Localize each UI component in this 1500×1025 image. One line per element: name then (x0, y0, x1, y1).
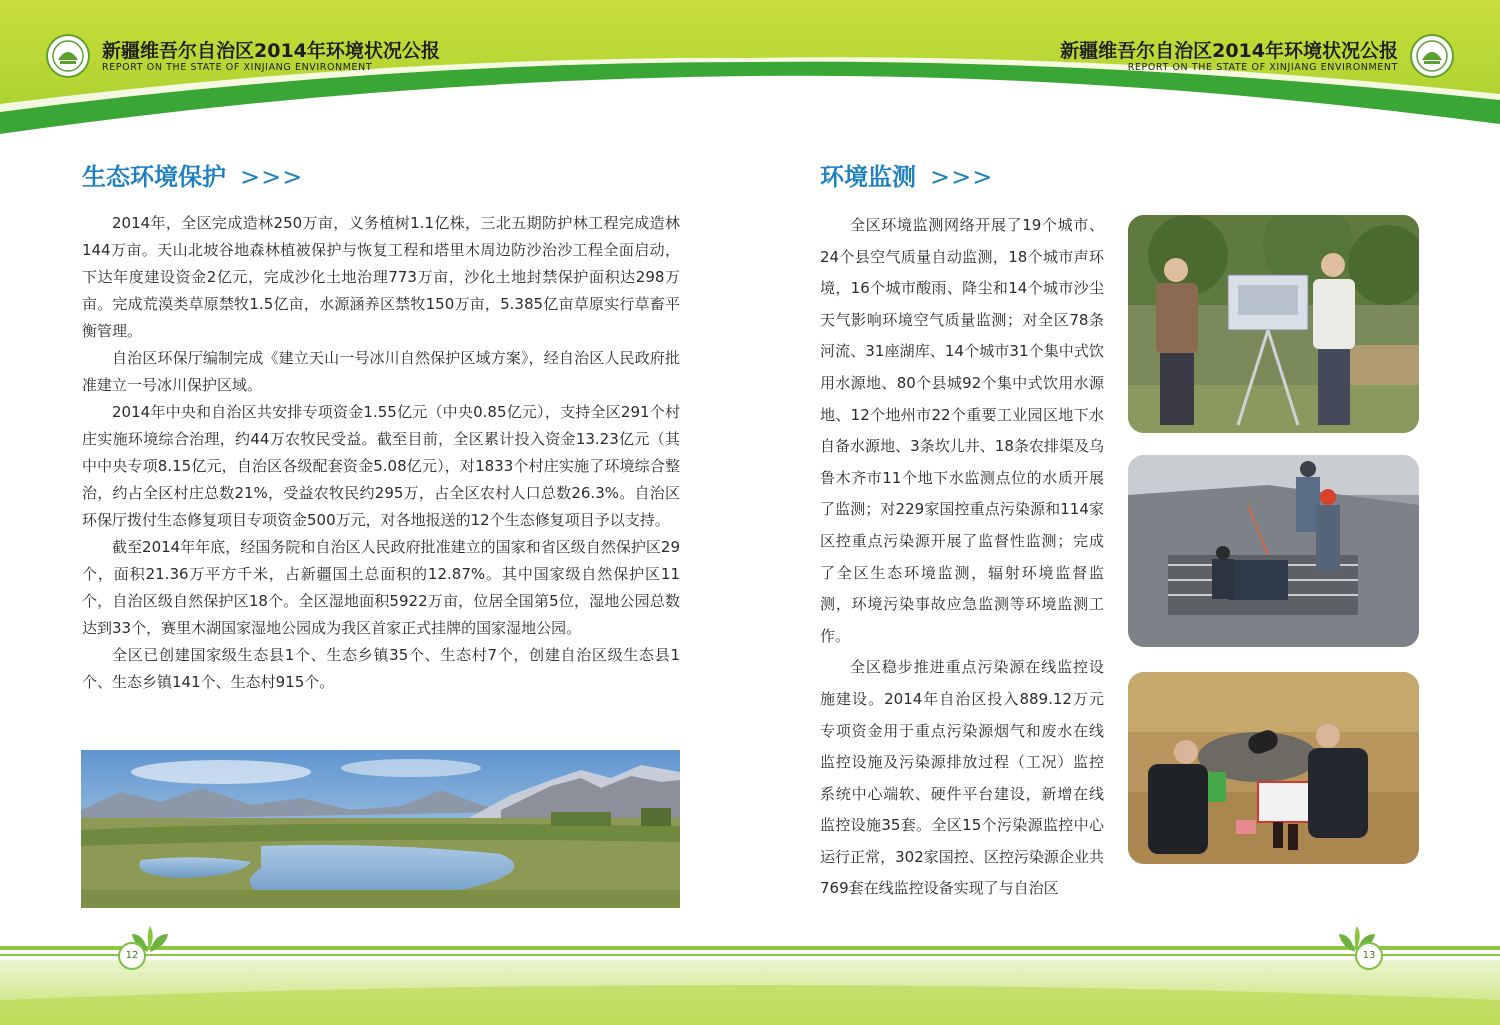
section-title-ecology (82, 157, 303, 192)
right-body-text (820, 210, 1104, 905)
paragraph: 全区环境监测网络开展了19个城市、24个县空气质量自动监测，18个城市声环境，16个城市酸雨、降尘和14个城市沙尘天气影响环境空气质量监测；对全区78条河流、31座湖库、14个城市31个集中式饮用水源地、80个县城92个集中式饮用水源地、12个地州市22个重要工业园区地下水自备水源地、3条坎儿井、18条农排渠及乌鲁木齐市11个地下水监测点位的水质开展了监测；对229家国控重点污染源和114家区控重点污染源开展了监督性监测；完成了全区生态环境监测，辐射环境监督监测，环境污染事故应急监测等环境监测工作。 (820, 216, 1104, 645)
paragraph: 全区稳步推进重点污染源在线监控设施建设。2014年自治区投入889.12万元专项资金用于重点污染源烟气和废水在线监控设施及污染源排放过程（工况）监控系统中心端软、硬件平台建设，新增在线监控设施35套。全区15个污染源监控中心运行正常，302家国控、区控污染源企业共769套在线监控设备实现了与自治区 (820, 658, 1104, 898)
arrows-icon: >>> (930, 163, 994, 191)
page-number: 13 (1355, 942, 1383, 970)
paragraph: 2014年中央和自治区共安排专项资金1.55亿元（中央0.85亿元），支持全区291个村庄实施环境综合治理，约44万农牧民受益。截至目前，全区累计投入资金13.23亿元（其中中央专项8.15亿元，自治区各级配套资金5.08亿元），对1833个村庄实施了环境综合整治，约占全区村庄总数21%，受益农牧民约295万，占全区农村人口总数26.3%。自治区环保厅拨付生态修复项目专项资金500万元，对各地报送的12个生态修复项目予以支持。 (82, 403, 680, 529)
paragraph: 2014年，全区完成造林250万亩，义务植树1.1亿株，三北五期防护林工程完成造林144万亩。天山北坡谷地森林植被保护与恢复工程和塔里木周边防沙治沙工程全面启动，下达年度建设资金2亿元，完成沙化土地治理773万亩，沙化土地封禁保护面积达298万亩。完成荒漠类草原禁牧1.5亿亩，水源涵养区禁牧150万亩，5.385亿亩草原实行草畜平衡管理。 (82, 214, 680, 340)
header-title: 新疆维吾尔自治区2014年环境状况公报 (1060, 40, 1398, 62)
section-title-text: 环境监测 (820, 163, 916, 191)
section-title-monitoring (820, 157, 993, 192)
wastewater-sampling-photo (1128, 672, 1419, 864)
paragraph: 全区已创建国家级生态县1个、生态乡镇35个、生态村7个，创建自治区级生态县1个、生态乡镇141个、生态村915个。 (82, 646, 680, 691)
arrows-icon: >>> (240, 163, 304, 191)
footer-band (0, 930, 1500, 1025)
paragraph: 自治区环保厅编制完成《建立天山一号冰川自然保护区域方案》，经自治区人民政府批准建立一号冰川保护区域。 (82, 349, 680, 394)
header-title: 新疆维吾尔自治区2014年环境状况公报 (102, 40, 440, 62)
section-title-text: 生态环境保护 (82, 163, 226, 191)
header-subtitle: REPORT ON THE STATE OF XINJIANG ENVIRONMENT (102, 62, 373, 73)
wetland-landscape-photo (81, 750, 680, 908)
air-monitoring-photo (1128, 215, 1419, 433)
environment-emblem-icon (46, 34, 90, 78)
pollution-source-monitoring-photo (1128, 455, 1419, 647)
page-number: 12 (118, 942, 146, 970)
left-body-text (82, 210, 680, 696)
header-subtitle: REPORT ON THE STATE OF XINJIANG ENVIRONMENT (1127, 62, 1398, 73)
environment-emblem-icon (1410, 34, 1454, 78)
paragraph: 截至2014年年底，经国务院和自治区人民政府批准建立的国家和省区级自然保护区29个，面积21.36万平方千米，占新疆国土总面积的12.87%。其中国家级自然保护区11个，自治区级自然保护区18个。全区湿地面积5922万亩，位居全国第5位，湿地公园总数达到33个，赛里木湖国家湿地公园成为我区首家正式挂牌的国家湿地公园。 (82, 538, 680, 637)
